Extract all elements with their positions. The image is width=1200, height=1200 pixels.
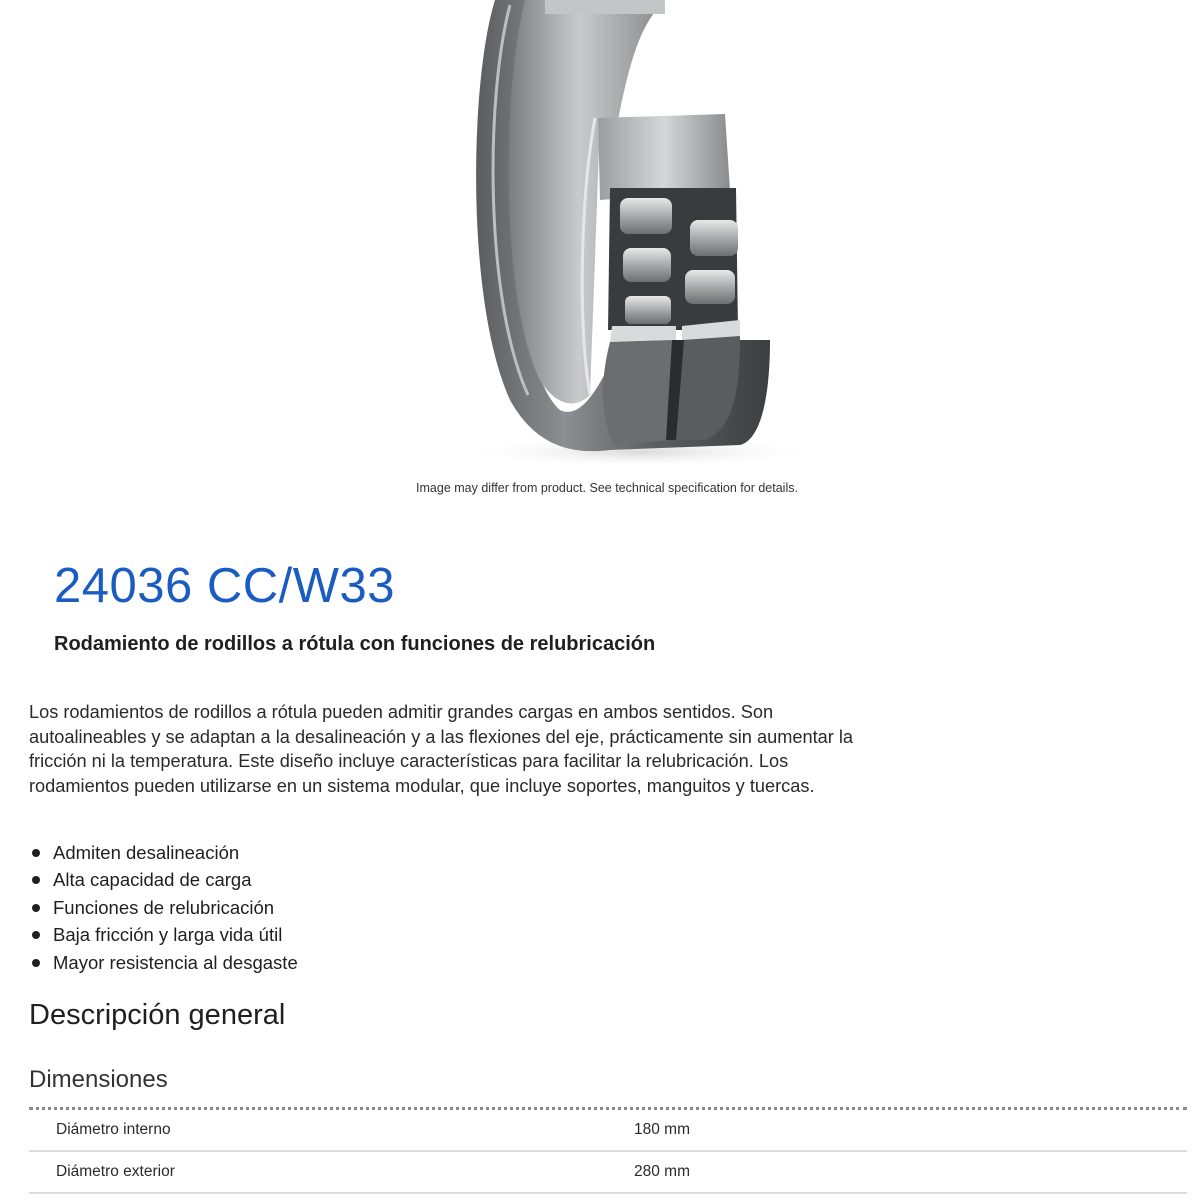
bearing-illustration [440, 0, 820, 470]
feature-item: Funciones de relubricación [29, 894, 298, 921]
bullet-icon [32, 959, 40, 967]
spec-value: 280 mm [634, 1163, 690, 1180]
bullet-icon [32, 849, 40, 857]
table-row [29, 1152, 1187, 1194]
feature-item: Mayor resistencia al desgaste [29, 949, 298, 976]
bullet-icon [32, 931, 40, 939]
feature-item: Admiten desalineación [29, 839, 298, 866]
feature-list [29, 839, 298, 976]
spec-value: 180 mm [634, 1121, 690, 1138]
spec-label: Diámetro interno [56, 1121, 171, 1138]
table-row [29, 1110, 1187, 1152]
dimensions-table [29, 1107, 1187, 1194]
overview-heading: Descripción general [29, 999, 286, 1031]
image-disclaimer: Image may differ from product. See technical specification for details. [416, 481, 798, 495]
dimensions-heading: Dimensiones [29, 1066, 168, 1093]
bullet-icon [32, 904, 40, 912]
product-designation: 24036 CC/W33 [54, 559, 396, 613]
feature-item: Baja fricción y larga vida útil [29, 921, 298, 948]
product-description: Los rodamientos de rodillos a rótula pueden admitir grandes cargas en ambos sentidos. Son autoalineables y se adaptan a la desalineación y a las flexiones del eje, prácticamente sin aumentar la fricción ni la temperatura. Este diseño incluye características para facilitar la relubricación. Los rodamientos pueden utilizarse en un sistema modular, que incluye soportes, manguitos y tuercas. [29, 702, 854, 796]
feature-item: Alta capacidad de carga [29, 866, 298, 893]
bullet-icon [32, 876, 40, 884]
product-image [440, 0, 820, 470]
product-subtitle: Rodamiento de rodillos a rótula con funciones de relubricación [54, 633, 656, 655]
spec-label: Diámetro exterior [56, 1163, 175, 1180]
